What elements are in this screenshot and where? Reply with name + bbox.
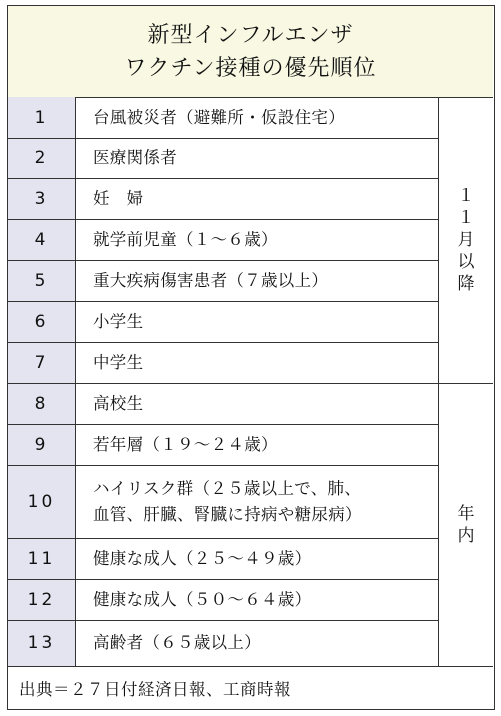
description-line: ハイリスク群（２５歳以上で、肺、	[93, 478, 362, 498]
row-description	[76, 538, 439, 579]
description-line: 医療関係者	[93, 148, 177, 167]
description-line: 健康な成人（２５～４９歳）	[93, 548, 312, 568]
group-label-after-november	[439, 97, 493, 383]
row-divider	[8, 138, 439, 139]
description-line: 就学前児童（１～６歳）	[93, 229, 278, 249]
row-divider	[8, 301, 439, 302]
row-description	[76, 424, 439, 465]
description-line: 重大疾病傷害患者（７歳以上）	[93, 270, 329, 290]
description-line: 小学生	[93, 311, 144, 331]
row-divider	[8, 178, 439, 179]
description-line: 高齢者（６５歳以上）	[93, 633, 261, 652]
description-line: 妊 婦	[93, 188, 144, 208]
row-divider	[8, 383, 493, 384]
row-divider	[8, 620, 439, 621]
group-label-char: 年	[457, 503, 475, 524]
group-label-char: １	[457, 208, 475, 228]
row-description	[76, 260, 439, 301]
row-divider	[8, 465, 439, 466]
table-title	[8, 6, 493, 98]
source-note: 出典＝２７日付経済日報、工商時報	[8, 666, 493, 708]
row-number: 7	[8, 342, 76, 383]
row-number: 5	[8, 260, 76, 301]
row-description	[76, 342, 439, 383]
group-label-char: 降	[457, 274, 475, 294]
row-description	[76, 97, 439, 138]
row-description	[76, 620, 439, 666]
description-line: 中学生	[93, 352, 144, 372]
title-line-1: 新型インフルエンザ	[147, 22, 354, 48]
row-description	[76, 219, 439, 260]
row-divider	[8, 538, 439, 539]
row-number: 13	[8, 620, 76, 666]
description-line: 血管、肝臓、腎臓に持病や糖尿病）	[93, 504, 362, 524]
description-line: 若年層（１９～２４歳）	[93, 434, 278, 454]
group-label-char: 月	[457, 230, 475, 250]
row-number: 2	[8, 138, 76, 178]
description-line: 台風被災者（避難所・仮設住宅）	[93, 107, 345, 127]
row-number: 6	[8, 301, 76, 342]
row-number: 4	[8, 219, 76, 260]
row-number: 9	[8, 424, 76, 465]
row-number: 10	[8, 465, 76, 538]
row-divider	[8, 424, 439, 425]
group-label-char: 内	[457, 525, 475, 546]
row-description	[76, 579, 439, 620]
row-number: 3	[8, 178, 76, 219]
priority-table	[7, 5, 495, 710]
row-number: 11	[8, 538, 76, 579]
group-label-within-year	[439, 383, 493, 666]
row-description	[76, 178, 439, 219]
row-number: 12	[8, 579, 76, 620]
row-divider	[8, 260, 439, 261]
row-description	[76, 301, 439, 342]
row-number: 1	[8, 97, 76, 138]
description-line: 高校生	[93, 393, 144, 413]
title-line-2: ワクチン接種の優先順位	[124, 55, 377, 81]
row-divider	[8, 579, 439, 580]
description-line: 健康な成人（５０～６４歳）	[93, 589, 312, 609]
row-number: 8	[8, 383, 76, 424]
row-divider	[8, 342, 439, 343]
row-divider	[8, 219, 439, 220]
group-label-char: 以	[457, 252, 475, 272]
row-description	[76, 383, 439, 424]
group-label-char: １	[457, 186, 475, 206]
row-description	[76, 465, 439, 538]
row-description	[76, 138, 439, 178]
